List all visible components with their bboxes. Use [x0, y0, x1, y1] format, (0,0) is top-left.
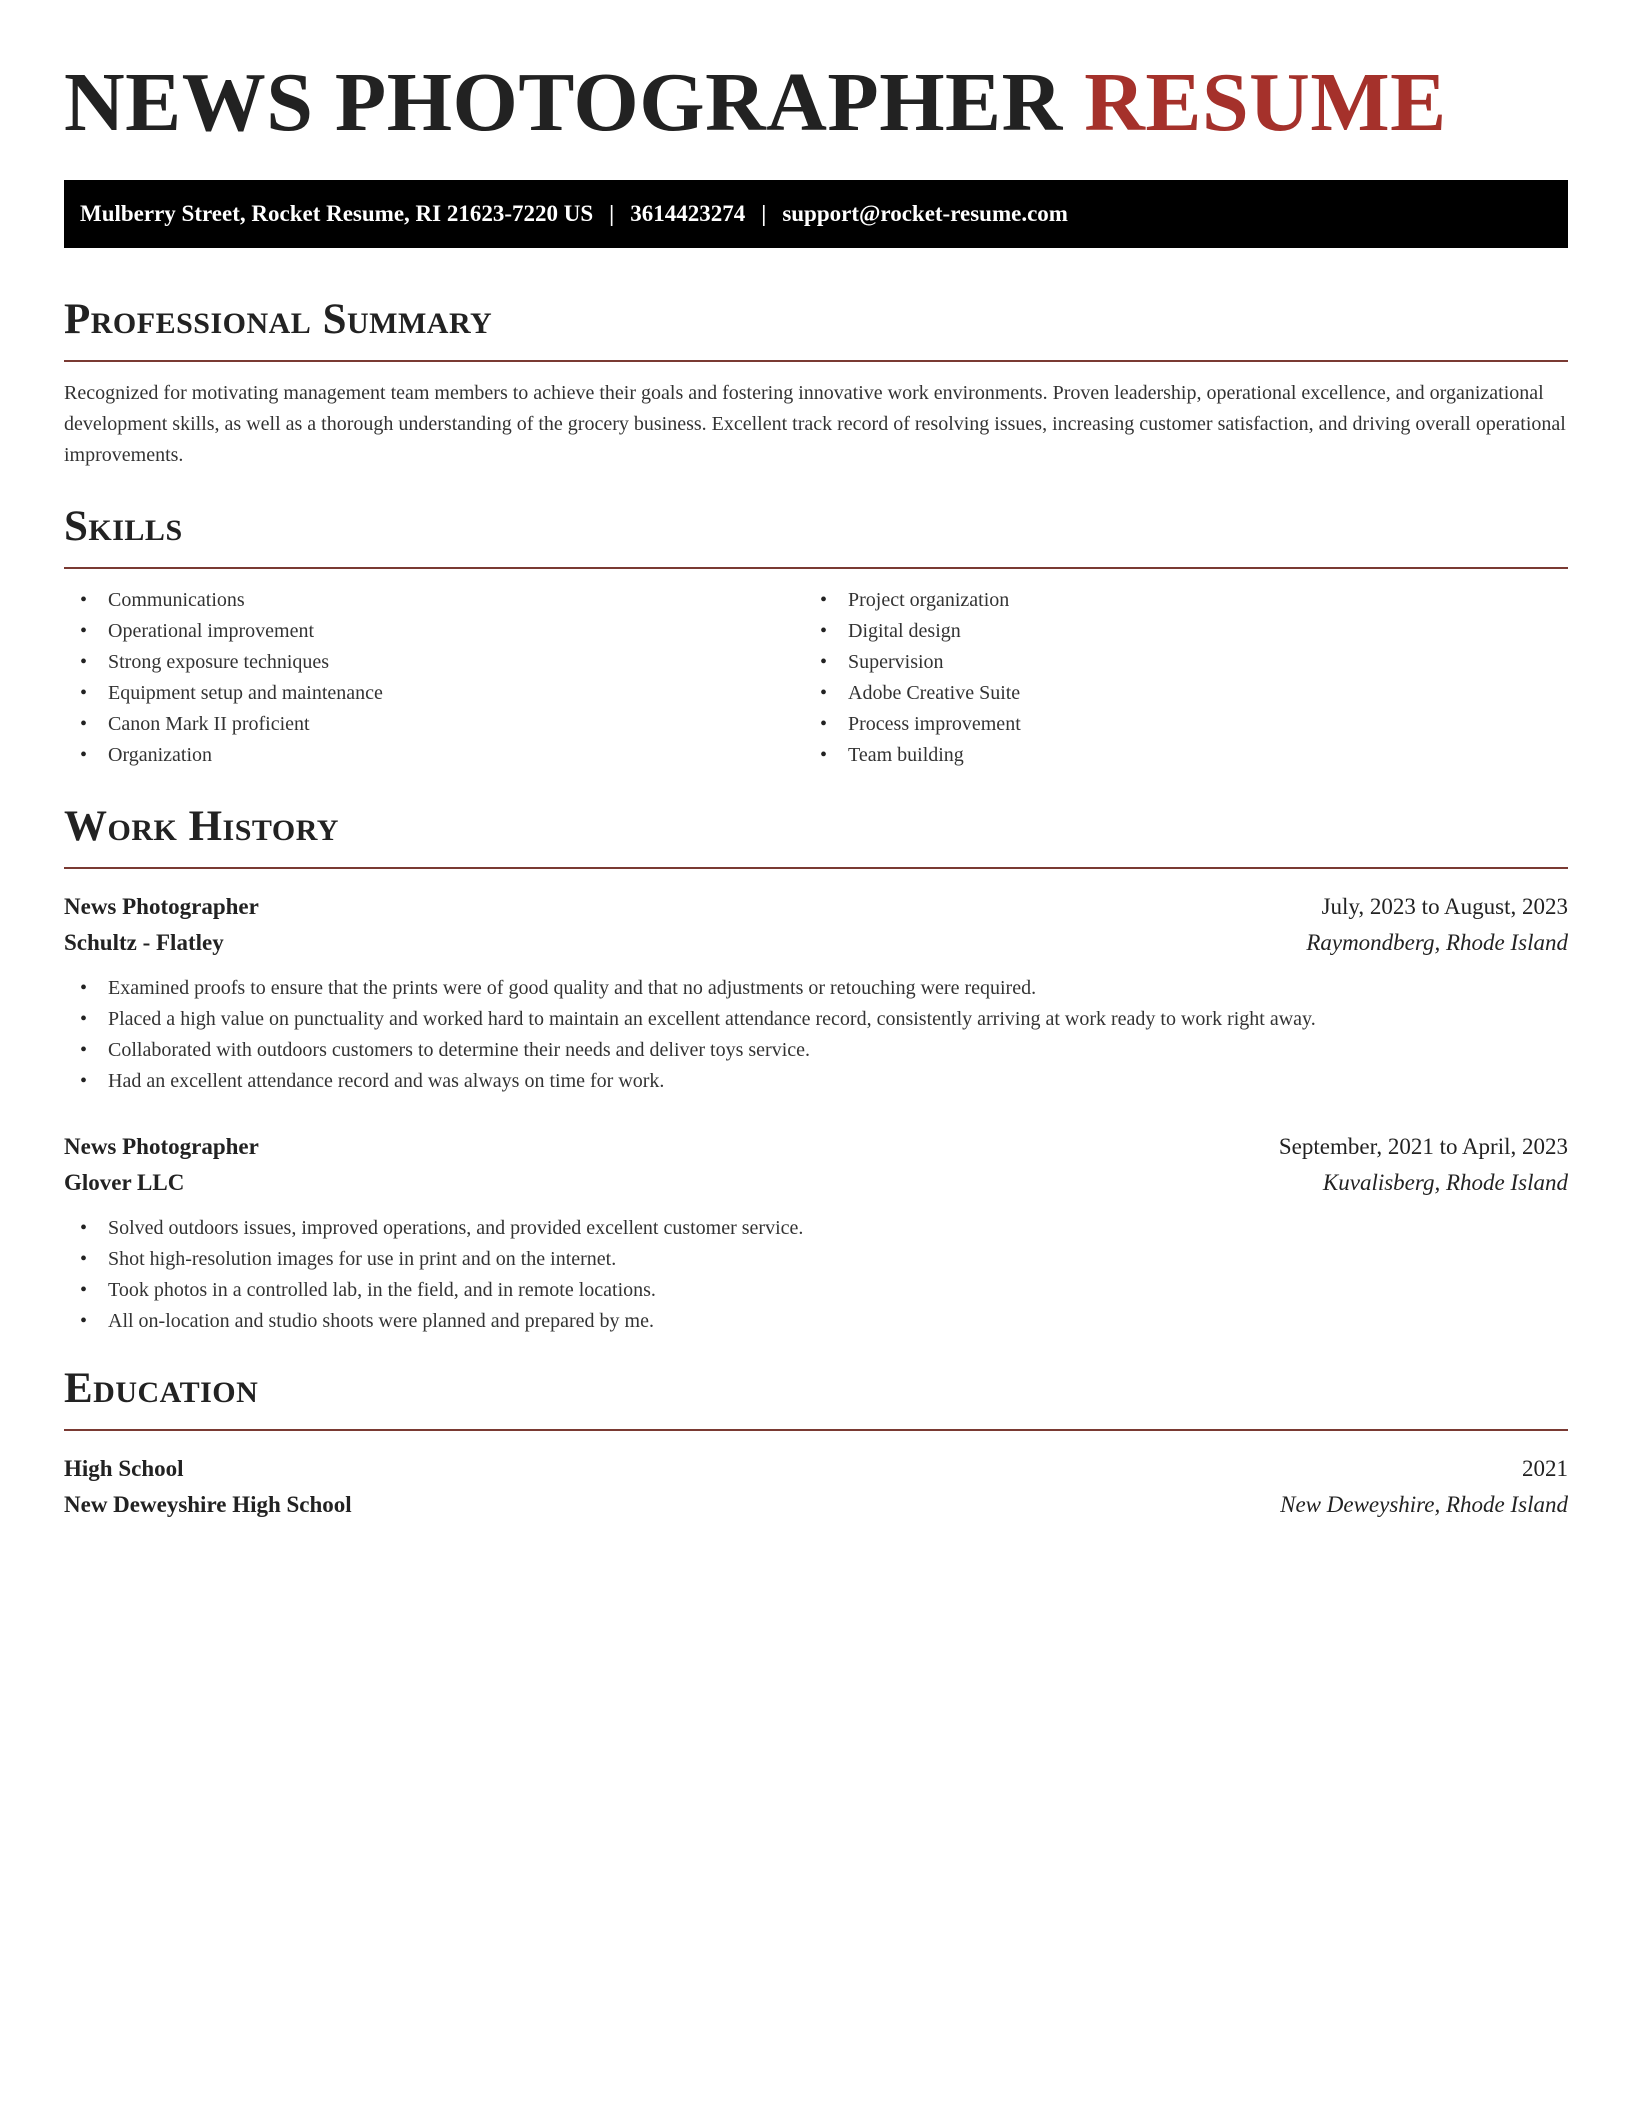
- skill-item: • Canon Mark II proficient: [64, 709, 804, 740]
- section-divider: [64, 1429, 1568, 1431]
- skills-columns: [64, 585, 1568, 771]
- education-location: New Deweyshire, Rhode Island: [1280, 1492, 1568, 1517]
- education-section: [64, 1361, 1568, 1523]
- job-title: News Photographer: [64, 1134, 259, 1159]
- job-company: Schultz - Flatley: [64, 930, 224, 955]
- skill-item: • Supervision: [804, 647, 1021, 678]
- section-heading-skills: Skills: [64, 503, 183, 550]
- job-bullets: [64, 1213, 1568, 1337]
- title-main: NEWS PHOTOGRAPHER: [64, 56, 1063, 149]
- job-title: News Photographer: [64, 894, 259, 919]
- job-dates: July, 2023 to August, 2023: [1321, 894, 1568, 919]
- job-bullet: • Solved outdoors issues, improved operations, and provided excellent customer service.: [64, 1213, 1568, 1244]
- education-school: New Deweyshire High School: [64, 1492, 352, 1517]
- skill-item: • Communications: [64, 585, 804, 616]
- job-entry: [64, 889, 1568, 1097]
- job-bullet: • Collaborated with outdoors customers to determine their needs and deliver toys service.: [64, 1035, 1568, 1066]
- job-bullet: • Took photos in a controlled lab, in the field, and in remote locations.: [64, 1275, 1568, 1306]
- section-divider: [64, 567, 1568, 569]
- contact-separator: |: [609, 201, 615, 226]
- job-bullet: • Placed a high value on punctuality and worked hard to maintain an excellent attendance record, consistently arriving at work ready to work right away.: [64, 1004, 1568, 1035]
- contact-bar: [64, 180, 1568, 248]
- job-bullet: • All on-location and studio shoots were planned and prepared by me.: [64, 1306, 1568, 1337]
- contact-address: Mulberry Street, Rocket Resume, RI 21623-7220 US: [80, 201, 594, 226]
- job-bullet: • Shot high-resolution images for use in print and on the internet.: [64, 1244, 1568, 1275]
- job-header-row: [64, 889, 1568, 925]
- skills-list-right: [804, 585, 1021, 771]
- job-bullet: • Had an excellent attendance record and was always on time for work.: [64, 1066, 1568, 1097]
- education-entry: [64, 1451, 1568, 1523]
- education-school-row: [64, 1487, 1568, 1523]
- job-company: Glover LLC: [64, 1170, 185, 1195]
- contact-email: support@rocket-resume.com: [782, 201, 1068, 226]
- skill-item: • Equipment setup and maintenance: [64, 678, 804, 709]
- education-year: 2021: [1522, 1456, 1568, 1481]
- resume-title: [64, 0, 1568, 158]
- summary-section: [64, 292, 1568, 471]
- section-heading-education: Education: [64, 1365, 259, 1412]
- skills-section: [64, 499, 1568, 771]
- job-bullet: • Examined proofs to ensure that the prints were of good quality and that no adjustments or retouching were required.: [64, 973, 1568, 1004]
- skill-item: • Team building: [804, 740, 1021, 771]
- section-heading-summary: Professional Summary: [64, 296, 493, 343]
- skill-item: • Organization: [64, 740, 804, 771]
- job-location: Raymondberg, Rhode Island: [1306, 930, 1568, 955]
- skill-item: • Adobe Creative Suite: [804, 678, 1021, 709]
- work-history-section: [64, 799, 1568, 1337]
- job-location: Kuvalisberg, Rhode Island: [1322, 1170, 1568, 1195]
- job-company-row: [64, 925, 1568, 961]
- title-accent: RESUME: [1084, 56, 1447, 149]
- job-dates: September, 2021 to April, 2023: [1278, 1134, 1568, 1159]
- summary-text: Recognized for motivating management team members to achieve their goals and fostering innovative work environments. Proven leadership, operational excellence, and organizational development skills, as well as a thorough understanding of the grocery business. Excellent track record of resolving issues, increasing customer satisfaction, and driving overall operational improvements.: [64, 382, 1566, 466]
- skill-item: • Project organization: [804, 585, 1021, 616]
- section-divider: [64, 867, 1568, 869]
- skills-list-left: [64, 585, 804, 771]
- skill-item: • Operational improvement: [64, 616, 804, 647]
- skill-item: • Strong exposure techniques: [64, 647, 804, 678]
- job-company-row: [64, 1165, 1568, 1201]
- skill-item: • Digital design: [804, 616, 1021, 647]
- section-divider: [64, 360, 1568, 362]
- section-heading-work-history: Work History: [64, 803, 339, 850]
- job-header-row: [64, 1129, 1568, 1165]
- job-entry: [64, 1129, 1568, 1337]
- contact-separator: |: [761, 201, 767, 226]
- skill-item: • Process improvement: [804, 709, 1021, 740]
- education-degree: High School: [64, 1456, 184, 1481]
- job-bullets: [64, 973, 1568, 1097]
- contact-phone: 3614423274: [630, 201, 746, 226]
- education-header-row: [64, 1451, 1568, 1487]
